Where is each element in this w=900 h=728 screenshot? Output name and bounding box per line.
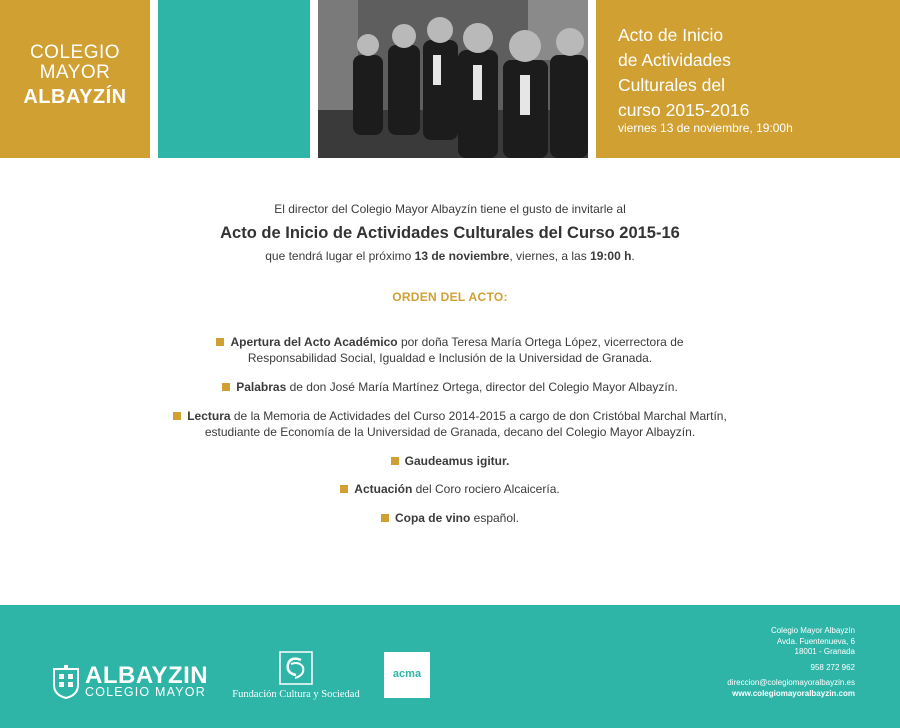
when-pre: que tendrá lugar el próximo <box>265 249 415 263</box>
contact-email[interactable]: direccion@colegiomayoralbayzin.es <box>727 678 855 687</box>
title-line-1: Acto de Inicio <box>618 25 724 45</box>
acma-logo <box>384 652 430 698</box>
square-bullet-icon <box>391 457 399 465</box>
title-line-2: de Actividades <box>618 50 731 70</box>
event-date: viernes 13 de noviembre, 19:00h <box>618 121 793 135</box>
acma-text: acma <box>392 668 422 680</box>
item-text: de don José María Martínez Ortega, director del Colegio Mayor Albayzín. <box>286 380 678 394</box>
item-text: del Coro rociero Alcaicería. <box>412 482 560 496</box>
program-item <box>0 453 900 469</box>
fundacion-logo <box>230 651 362 701</box>
square-bullet-icon <box>340 485 348 493</box>
program-item <box>0 379 900 395</box>
logo-line-mayor: MAYOR <box>39 62 111 83</box>
title-line-4: curso 2015-2016 <box>618 100 750 120</box>
contact-city: 18001 - Granada <box>794 647 855 656</box>
contact-address: Avda. Fuentenueva, 6 <box>776 636 855 646</box>
program-item <box>0 510 900 526</box>
item-bold: Gaudeamus igitur. <box>404 454 510 468</box>
contact-web[interactable]: www.colegiomayoralbayzin.com <box>732 688 855 698</box>
item-bold: Palabras <box>236 380 287 394</box>
title-line-3: Culturales del <box>618 75 725 95</box>
footer-logo-title: ALBAYZIN <box>85 662 209 689</box>
item-bold: Copa de vino <box>394 511 471 525</box>
item-bold: Lectura <box>187 409 231 423</box>
item-bold: Apertura del Acto Académico <box>230 335 398 349</box>
event-headline: Acto de Inicio de Actividades Culturales del Curso 2015-16 <box>220 224 680 242</box>
item-text: de la Memoria de Actividades del Curso 2014-2015 a cargo de don Cristóbal Marchal Martín, <box>230 409 727 423</box>
when-time: 19:00 h <box>590 249 632 263</box>
students-photo-image <box>318 0 588 158</box>
contact-phone: 958 272 962 <box>810 662 855 672</box>
square-bullet-icon <box>222 383 230 391</box>
when-post: . <box>631 249 635 263</box>
header-photo <box>318 0 588 158</box>
square-bullet-icon <box>173 412 181 420</box>
fundacion-name: Fundación Cultura y Sociedad <box>232 689 360 700</box>
fundacion-cs-icon <box>279 651 313 685</box>
program-item <box>0 408 900 440</box>
when-mid: , viernes, a las <box>509 249 591 263</box>
item-line2: estudiante de Economía de la Universidad de Granada, decano del Colegio Mayor Albayzín. <box>204 425 696 439</box>
logo-line-albayzin: ALBAYZÍN <box>23 86 127 108</box>
orden-title: ORDEN DEL ACTO: <box>392 290 508 304</box>
logo-line-colegio: COLEGIO <box>29 42 121 63</box>
item-text: español. <box>470 511 520 525</box>
header-logo-block <box>0 0 150 158</box>
intro-text: El director del Colegio Mayor Albayzín tiene el gusto de invitarle al <box>274 202 626 216</box>
square-bullet-icon <box>216 338 224 346</box>
event-when <box>0 249 900 263</box>
header-teal-block <box>158 0 310 158</box>
contact-info <box>727 626 855 699</box>
albayzin-crest-icon <box>52 665 80 699</box>
header-title-block <box>596 0 900 158</box>
item-text: por doña Teresa María Ortega López, vicerrectora de <box>397 335 684 349</box>
when-date: 13 de noviembre <box>414 249 510 263</box>
square-bullet-icon <box>381 514 389 522</box>
contact-name: Colegio Mayor Albayzín <box>770 626 855 635</box>
item-bold: Actuación <box>354 482 413 496</box>
footer-logo-subtitle: COLEGIO MAYOR <box>85 685 206 699</box>
program-item <box>0 481 900 497</box>
item-line2: Responsabilidad Social, Igualdad e Inclusión de la Universidad de Granada. <box>247 351 653 365</box>
program-item <box>0 334 900 366</box>
